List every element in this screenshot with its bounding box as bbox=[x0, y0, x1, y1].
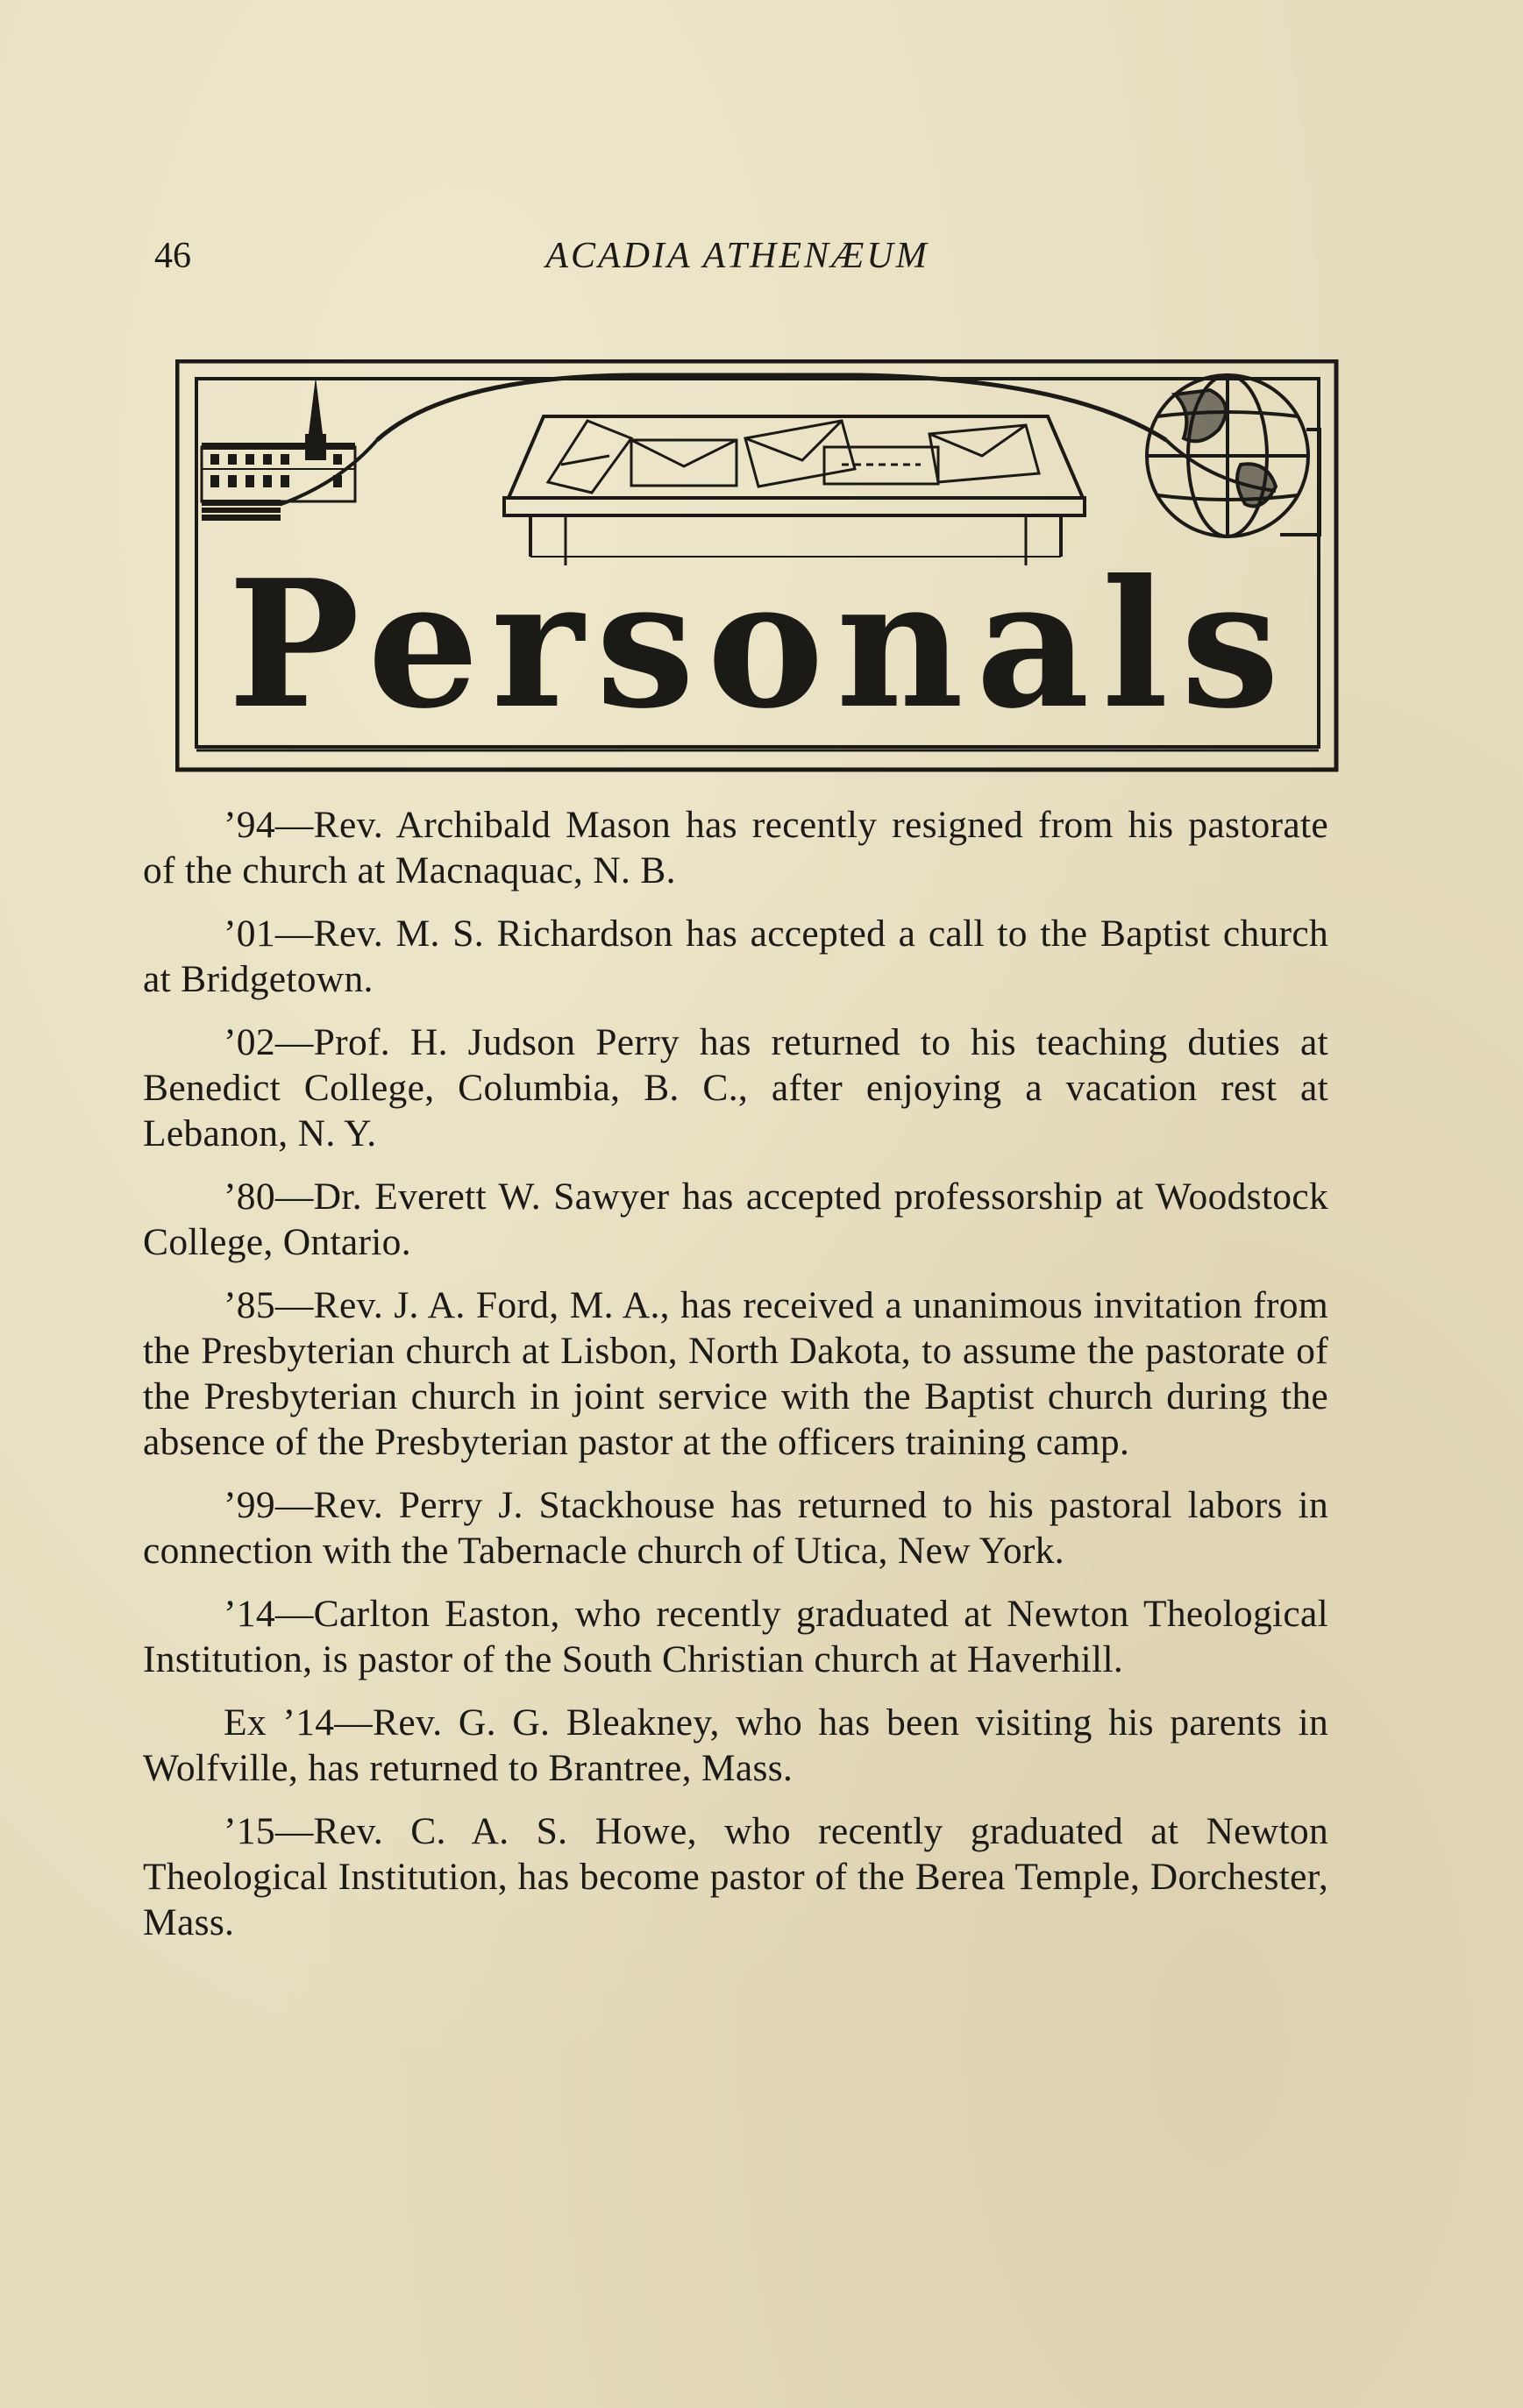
section-header-illustration bbox=[175, 359, 1342, 776]
entry-1915-howe: ’15—Rev. C. A. S. Howe, who recently graduated at Newton Theological Institution, has become pastor of the Berea Temple, Dorchester, Mass. bbox=[143, 1810, 1328, 1943]
entry-ex1914-bleakney: Ex ’14—Rev. G. G. Bleakney, who has been visiting his parents in Wolfville, has returned to Brantree, Mass. bbox=[143, 1701, 1328, 1789]
section-heading: Personals bbox=[228, 542, 1292, 748]
personals-header-svg bbox=[175, 359, 1342, 776]
page-number: 46 bbox=[154, 236, 191, 276]
entry-1894-mason: ’94—Rev. Archibald Mason has recently resigned from his pastorate of the church at Macnaquac, N. B. bbox=[143, 804, 1328, 891]
globe-icon bbox=[1147, 375, 1320, 536]
banner-arch bbox=[377, 375, 1166, 440]
entry-1899-stackhouse: ’99—Rev. Perry J. Stackhouse has returned to his pastoral labors in connection with the Tabernacle church of Utica, New York. bbox=[143, 1484, 1328, 1572]
personals-entries bbox=[143, 802, 1328, 1963]
college-building-icon bbox=[202, 377, 355, 521]
entry-1885-ford: ’85—Rev. J. A. Ford, M. A., has received a unanimous invitation from the Presbyterian church at Lisbon, North Dakota, to assume the pastorate of the Presbyterian church in joint service with the Baptist church during the absence of the Presbyterian pastor at the officers training camp. bbox=[143, 1284, 1328, 1463]
entry-1902-perry: ’02—Prof. H. Judson Perry has returned to his teaching duties at Benedict College, Columbia, B. C., after enjoying a vacation rest at Lebanon, N. Y. bbox=[143, 1021, 1328, 1154]
journal-title: ACADIA ATHENÆUM bbox=[545, 236, 929, 276]
running-head bbox=[154, 235, 1320, 288]
entry-1880-sawyer: ’80—Dr. Everett W. Sawyer has accepted professorship at Woodstock College, Ontario. bbox=[143, 1176, 1328, 1263]
entry-1914-easton: ’14—Carlton Easton, who recently graduated at Newton Theological Institution, is pastor of the South Christian church at Haverhill. bbox=[143, 1593, 1328, 1680]
entry-1901-richardson: ’01—Rev. M. S. Richardson has accepted a call to the Baptist church at Bridgetown. bbox=[143, 913, 1328, 1000]
